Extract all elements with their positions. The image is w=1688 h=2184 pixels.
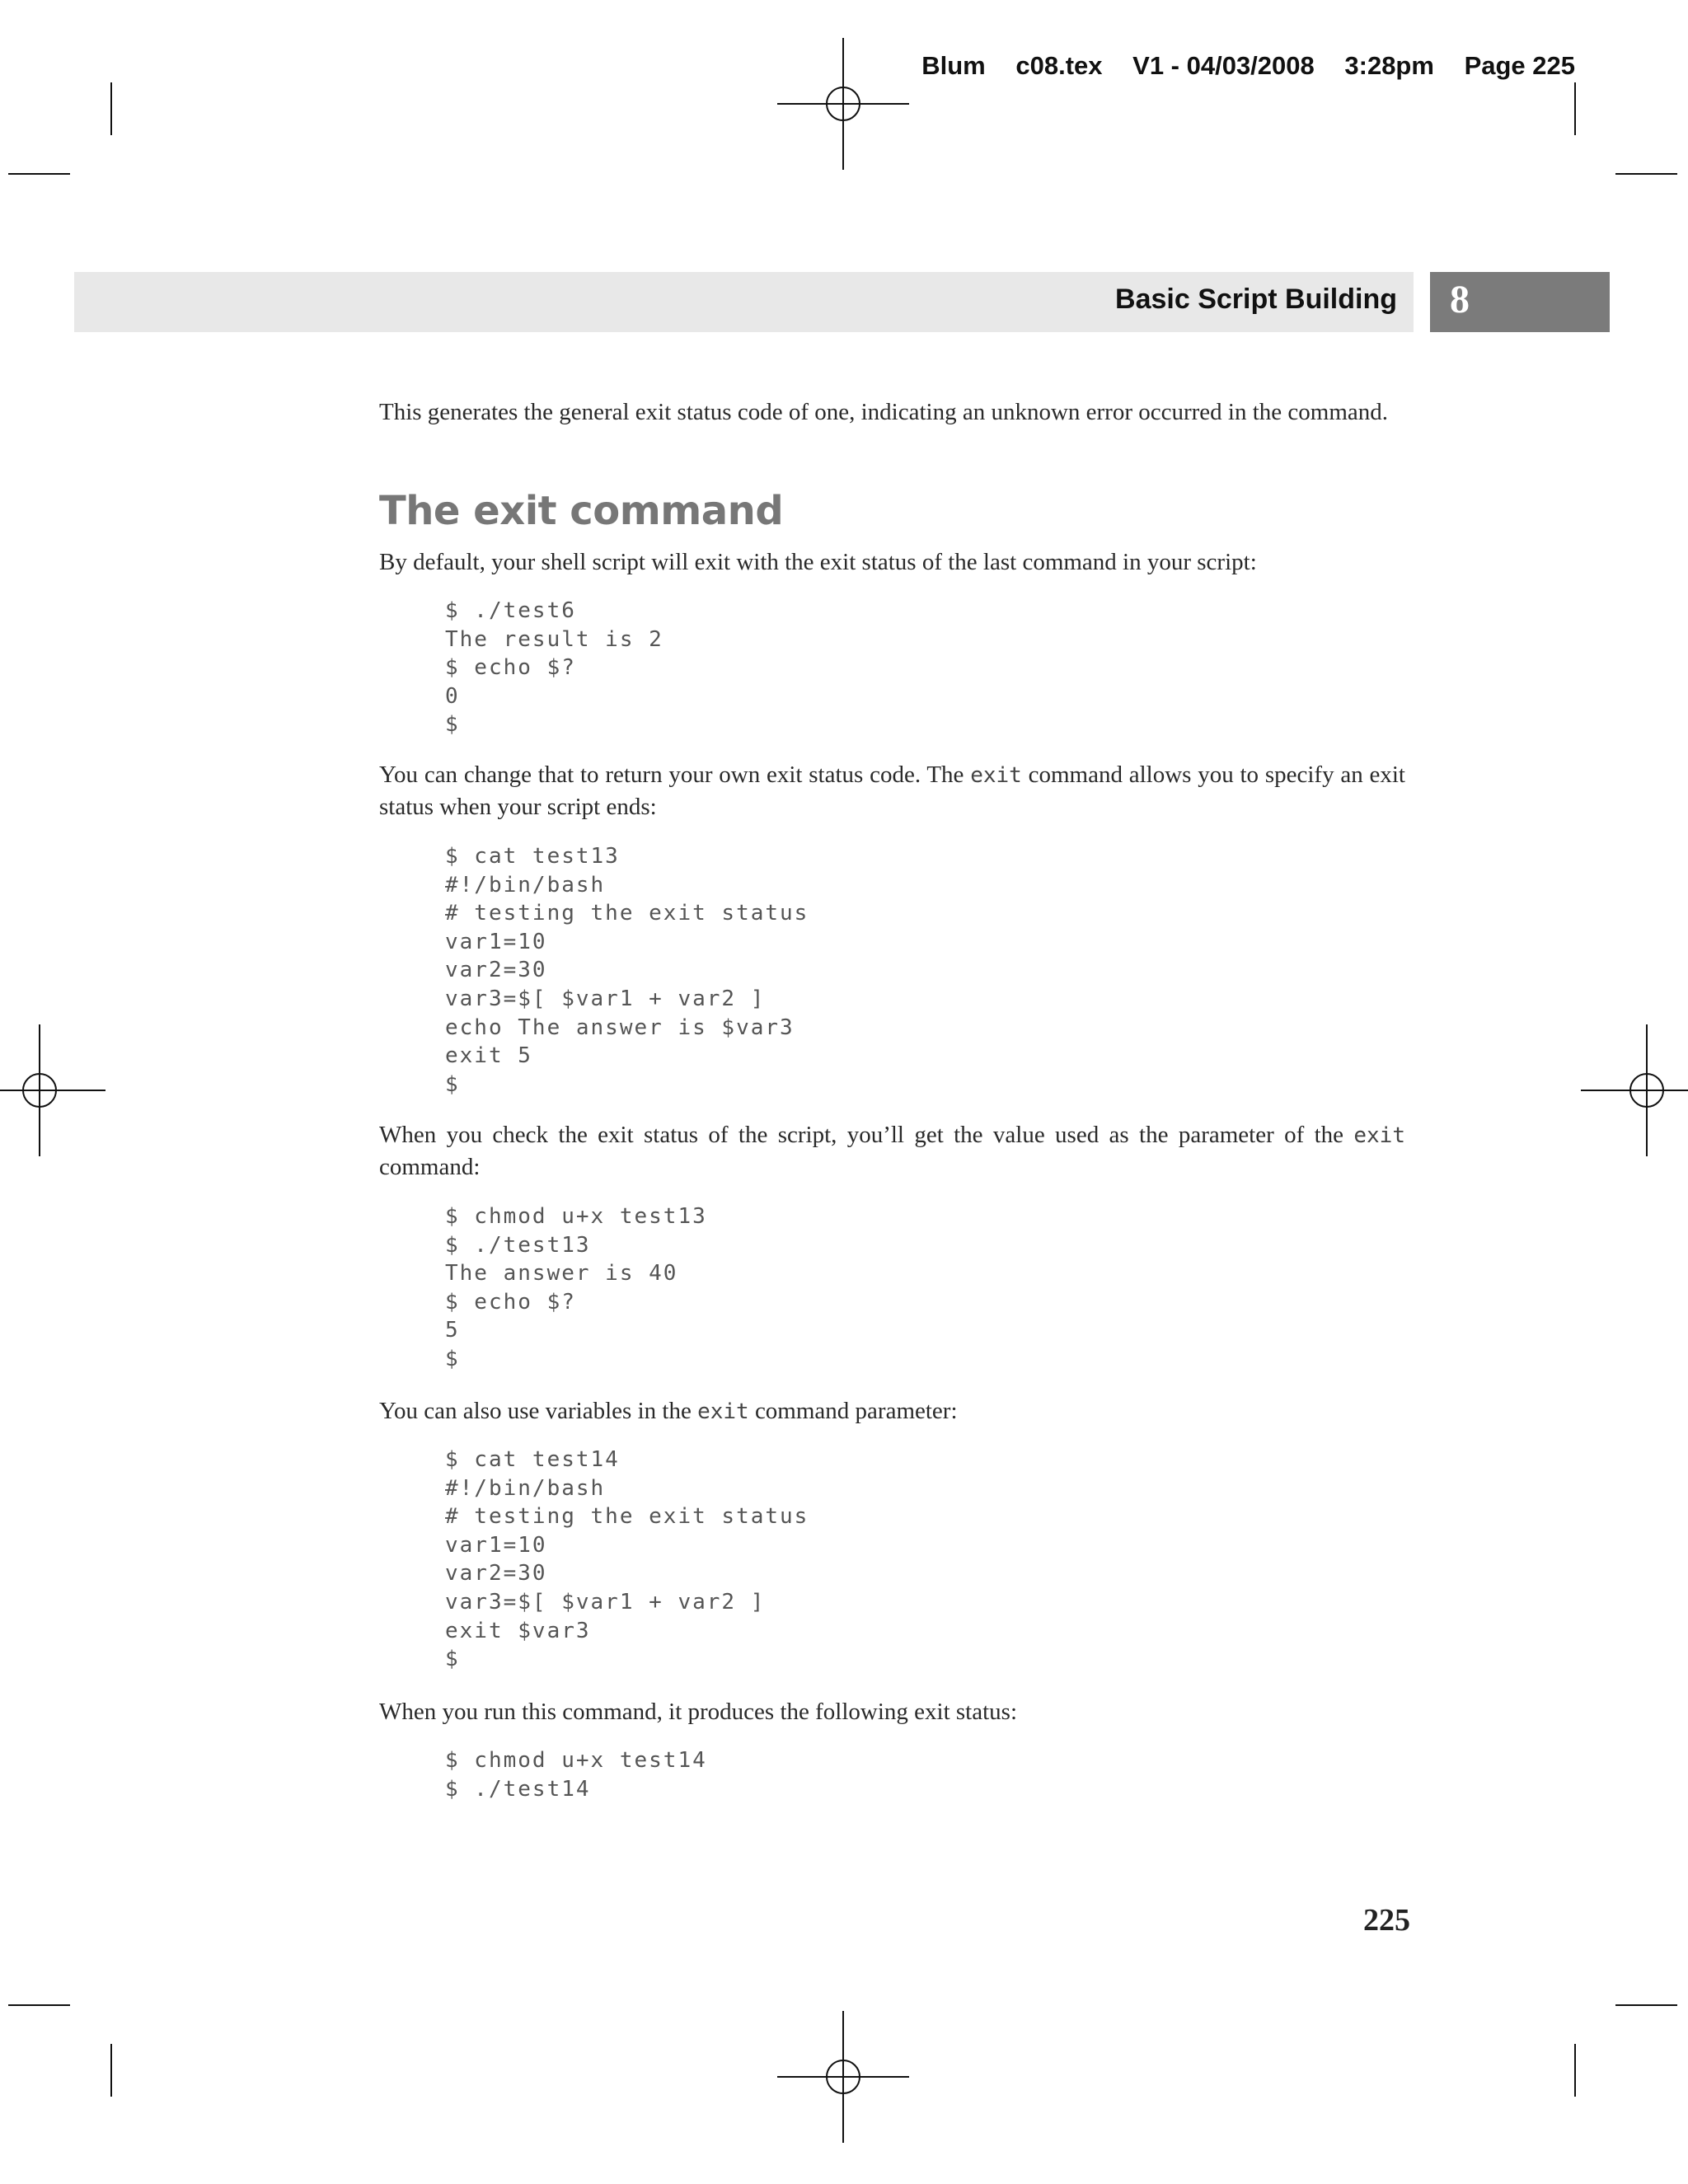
code-line: $ ./test13	[445, 1232, 591, 1258]
text-run: When you check the exit status of the script, you’ll get the value used as the parameter of the	[379, 1122, 1354, 1148]
code-line: #!/bin/bash	[445, 1475, 606, 1501]
code-block	[445, 597, 663, 739]
text-run: command:	[379, 1154, 481, 1180]
code-line: var1=10	[445, 929, 547, 954]
code-line: exit $var3	[445, 1618, 591, 1643]
code-line: # testing the exit status	[445, 1504, 809, 1530]
inline-code: exit	[970, 763, 1022, 788]
code-line: var3=$[ $var1 + var2 ]	[445, 1589, 766, 1615]
code-block	[445, 842, 809, 1099]
paragraph	[379, 759, 1405, 823]
code-block	[445, 1202, 707, 1374]
inline-code: exit	[697, 1399, 749, 1424]
section-heading: The exit command	[379, 488, 784, 534]
text-run: command allows you to specify an exit status when your script ends:	[379, 762, 1405, 820]
running-header-band	[74, 272, 1414, 332]
page-number: 225	[1363, 1903, 1410, 1938]
paragraph: When you run this command, it produces the following exit status:	[379, 1699, 1018, 1725]
code-block	[445, 1746, 707, 1803]
code-line: var2=30	[445, 1561, 547, 1586]
paragraph	[379, 1395, 958, 1427]
registration-mark-right	[1581, 1024, 1688, 1156]
code-line: 5	[445, 1318, 460, 1343]
paragraph: By default, your shell script will exit with the exit status of the last command in your script:	[379, 549, 1257, 575]
text-run: You can also use variables in the	[379, 1398, 698, 1424]
code-line: $	[445, 1346, 460, 1371]
code-line: $ echo $?	[445, 1289, 576, 1315]
code-block	[445, 1446, 809, 1674]
chapter-number: 8	[1450, 278, 1470, 321]
code-line: $ chmod u+x test14	[445, 1748, 707, 1773]
crop-mark-bottom-left-vertical	[110, 2044, 112, 2097]
chapter-tab	[1430, 272, 1610, 332]
code-line: $	[445, 1071, 460, 1097]
code-line: 0	[445, 683, 460, 709]
slug-page: Page 225	[1464, 51, 1575, 80]
code-line: #!/bin/bash	[445, 872, 606, 898]
registration-mark-left	[0, 1024, 106, 1156]
crop-mark-top-right-horizontal	[1615, 173, 1677, 175]
slug-time: 3:28pm	[1344, 51, 1434, 80]
printer-slug	[921, 51, 1575, 81]
code-line: $ chmod u+x test13	[445, 1204, 707, 1229]
code-line: echo The answer is $var3	[445, 1015, 795, 1040]
running-title: Basic Script Building	[1115, 284, 1397, 315]
text-run: command parameter:	[748, 1398, 958, 1424]
code-line: The result is 2	[445, 626, 663, 652]
code-line: var3=$[ $var1 + var2 ]	[445, 986, 766, 1011]
code-line: $ echo $?	[445, 655, 576, 681]
text-run: You can change that to return your own exit status code. The	[379, 762, 971, 788]
code-line: var1=10	[445, 1532, 547, 1558]
slug-file: c08.tex	[1015, 51, 1103, 80]
inline-code: exit	[1353, 1123, 1405, 1148]
paragraph	[379, 1119, 1405, 1183]
code-line: var2=30	[445, 958, 547, 983]
crop-mark-bottom-left-horizontal	[8, 2004, 70, 2006]
crop-mark-top-right-vertical	[1574, 82, 1576, 135]
crop-mark-bottom-right-vertical	[1574, 2044, 1576, 2097]
code-line: $	[445, 712, 460, 738]
registration-mark-top	[777, 38, 909, 170]
code-line: $ ./test14	[445, 1776, 591, 1802]
slug-author: Blum	[921, 51, 986, 80]
crop-mark-top-left-vertical	[110, 82, 112, 135]
code-line: # testing the exit status	[445, 901, 809, 926]
code-line: exit 5	[445, 1043, 532, 1069]
crop-mark-bottom-right-horizontal	[1615, 2004, 1677, 2006]
paragraph: This generates the general exit status code of one, indicating an unknown error occurred in the command.	[379, 399, 1389, 425]
slug-version: V1 - 04/03/2008	[1132, 51, 1315, 80]
code-line: $ cat test13	[445, 844, 620, 869]
crop-mark-top-left-horizontal	[8, 173, 70, 175]
code-line: The answer is 40	[445, 1261, 678, 1286]
code-line: $ ./test6	[445, 598, 576, 623]
code-line: $ cat test14	[445, 1447, 620, 1472]
code-line: $	[445, 1647, 460, 1672]
registration-mark-bottom	[777, 2011, 909, 2143]
